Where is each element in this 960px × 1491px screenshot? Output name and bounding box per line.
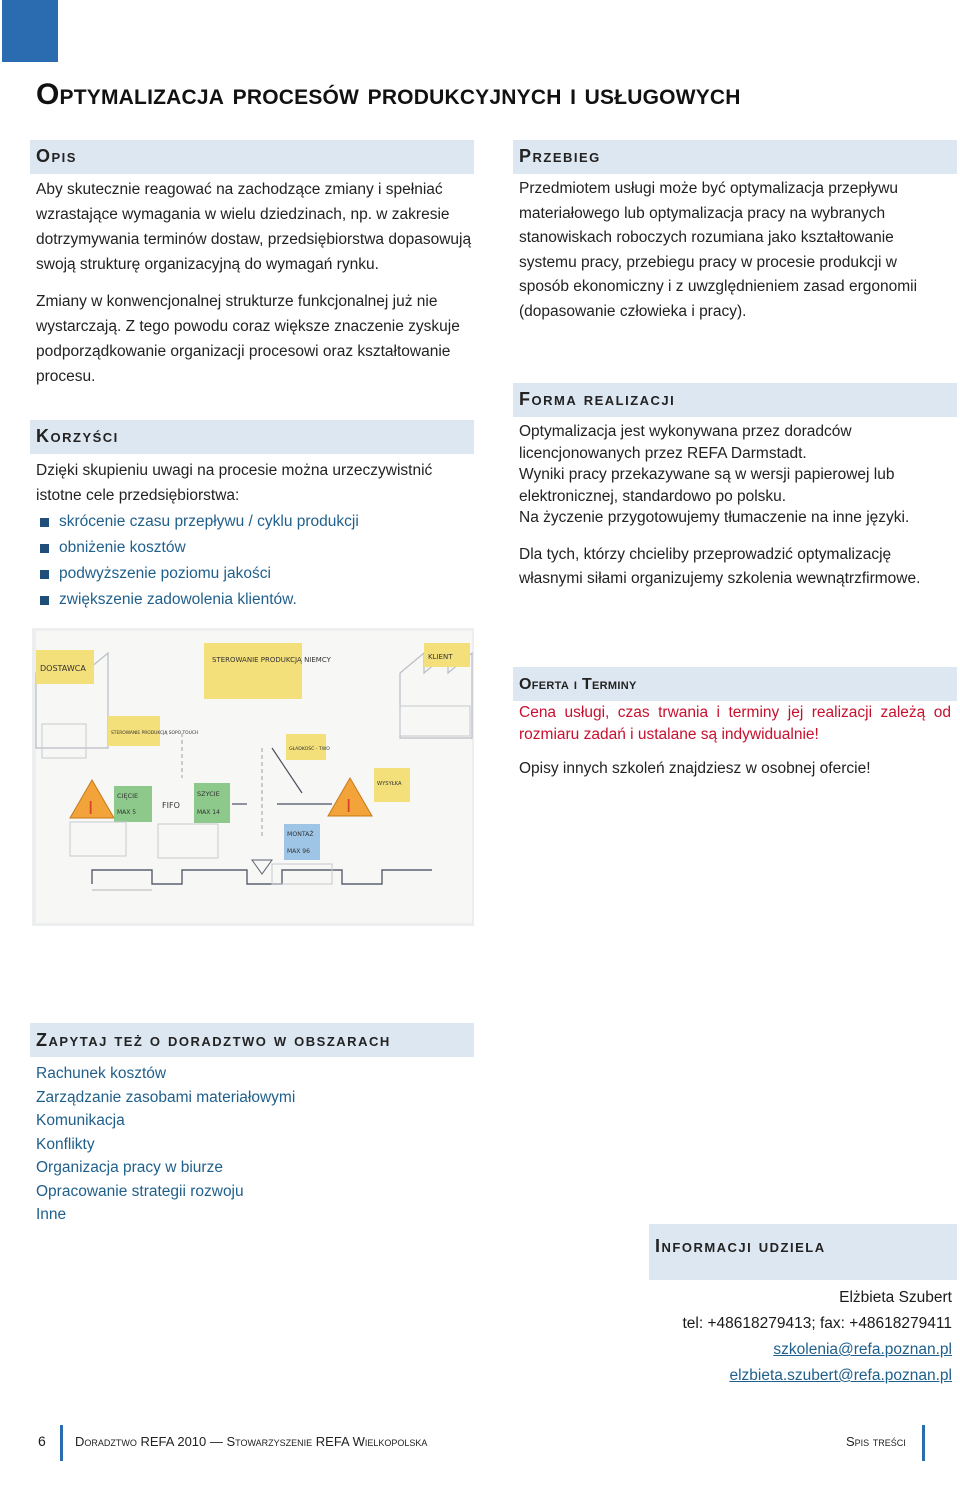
przebieg-body: Przedmiotem usługi może być optymalizacja przepływu materiałowego lub optymalizacja pracy na wybranych stanowiskach roboczych rozumiana jako kształtowanie systemu pracy, przebiegu pracy w procesie produkcji w sposób ekonomiczny i z uwzględnieniem zasad ergonomii (dopasowanie człowieka i pracy). <box>519 180 918 320</box>
svg-text:I: I <box>346 796 352 817</box>
sticker-max14: MAX 14 <box>197 809 220 816</box>
value-stream-map-photo <box>32 628 474 926</box>
korzysci-intro: Dzięki skupieniu uwagi na procesie można urzeczywistnić istotne cele przedsiębiorstwa: <box>36 462 433 504</box>
contact-phone: tel: +48618279413; fax: +48618279411 <box>682 1315 952 1332</box>
list-item: Inne <box>36 1206 67 1223</box>
section-heading-przebieg: Przebieg <box>513 140 957 174</box>
list-item: Rachunek kosztów <box>36 1065 167 1082</box>
sticker-sterowanie: STEROWANIE PRODUKCJĄ NIEMCY <box>212 656 331 664</box>
forma-body <box>519 421 951 591</box>
forma-line-3: Na życzenie przygotowujemy tłumaczenie na inne języki. <box>519 509 910 526</box>
section-heading-korzysci: Korzyści <box>30 420 474 454</box>
list-item: skrócenie czasu przepływu / cyklu produkcji <box>40 509 470 535</box>
oferta-note: Opisy innych szkoleń znajdziesz w osobnej ofercie! <box>519 760 871 777</box>
list-item: Organizacja pracy w biurze <box>36 1159 223 1176</box>
sticker-max96: MAX 96 <box>287 848 310 855</box>
section-heading-forma: Forma realizacji <box>513 383 957 417</box>
list-item: podwyższenie poziomu jakości <box>40 561 470 587</box>
sticker-wysylka: WYSYŁKA <box>377 781 402 787</box>
sticker-klient: KLIENT <box>428 653 453 661</box>
corner-accent <box>2 0 58 62</box>
footer-divider-right <box>922 1425 925 1461</box>
sticker-max5: MAX 5 <box>117 809 137 816</box>
email-link-personal[interactable]: elzbieta.szubert@refa.poznan.pl <box>729 1367 952 1384</box>
forma-line-2: Wyniki pracy przekazywane są w wersji papierowej lub elektronicznej, standardowo po polsku. <box>519 466 895 505</box>
contact-block <box>683 1285 953 1389</box>
table-of-contents-link[interactable]: Spis treści <box>846 1434 906 1449</box>
value-stream-map-drawing <box>32 628 474 926</box>
contact-name: Elżbieta Szubert <box>839 1289 952 1306</box>
sticker-gladkosc: GŁADKOŚĆ - TWO <box>289 747 330 752</box>
opis-body <box>36 177 474 389</box>
page-title: Optymalizacja procesów produkcyjnych i usługowych <box>36 78 741 111</box>
list-item: Komunikacja <box>36 1112 125 1129</box>
footer-publication: Doradztwo REFA 2010 — Stowarzyszenie REFA Wielkopolska <box>75 1434 428 1449</box>
opis-paragraph-2: Zmiany w konwencjonalnej strukturze funkcjonalnej już nie wystarczają. Z tego powodu coraz większe znaczenie zyskuje podporządkowanie organizacji procesowi oraz kształtowanie procesu. <box>36 293 460 385</box>
footer-divider-left <box>60 1425 63 1461</box>
section-heading-opis: Opis <box>30 140 474 174</box>
list-item: Opracowanie strategii rozwoju <box>36 1182 244 1200</box>
list-item: Zarządzanie zasobami materiałowymi <box>36 1088 296 1106</box>
sticker-montaz: MONTAŻ <box>287 831 314 838</box>
sticker-dostawca: DOSTAWCA <box>40 664 86 673</box>
list-item: zwiększenie zadowolenia klientów. <box>40 587 470 613</box>
fifo-label: FIFO <box>162 801 180 810</box>
email-link-szkolenia[interactable]: szkolenia@refa.poznan.pl <box>773 1341 952 1358</box>
svg-text:I: I <box>88 798 94 819</box>
sticker-szycie: SZYCIE <box>197 790 220 798</box>
sticker-ciecie: CIĘCIE <box>117 792 139 800</box>
section-heading-info: Informacji udziela <box>649 1224 957 1280</box>
square-bullet-icon <box>40 544 49 553</box>
square-bullet-icon <box>40 570 49 579</box>
sticker-sterowanie-small: STEROWANIE PRODUKCJĄ SOPO TOUCH <box>111 731 199 736</box>
forma-line-1: Optymalizacja jest wykonywana przez doradców licencjonowanych przez REFA Darmstadt. <box>519 423 852 462</box>
oferta-warning: Cena usługi, czas trwania i terminy jej realizacji zależą od rozmiaru zadań i ustalane są indywidualnie! <box>519 704 951 743</box>
benefits-list <box>40 509 470 613</box>
consulting-areas-list <box>36 1062 474 1227</box>
forma-paragraph-2: Dla tych, którzy chcieliby przeprowadzić optymalizację własnymi siłami organizujemy szkolenia wewnątrzfirmowe. <box>519 545 921 587</box>
list-item: obniżenie kosztów <box>40 535 470 561</box>
square-bullet-icon <box>40 596 49 605</box>
page-number: 6 <box>38 1433 46 1449</box>
list-item: Konflikty <box>36 1135 95 1153</box>
square-bullet-icon <box>40 518 49 527</box>
section-heading-zapytaj: Zapytaj też o doradztwo w obszarach <box>30 1023 474 1057</box>
section-heading-oferta: Oferta i Terminy <box>513 667 957 701</box>
opis-paragraph-1: Aby skutecznie reagować na zachodzące zmiany i spełniać wzrastające wymagania w wielu dziedzinach, np. w zakresie dotrzymywania terminów dostaw, przedsiębiorstwa dopasowują swoją strukturę organizacyjną do wymagań rynku. <box>36 181 472 273</box>
